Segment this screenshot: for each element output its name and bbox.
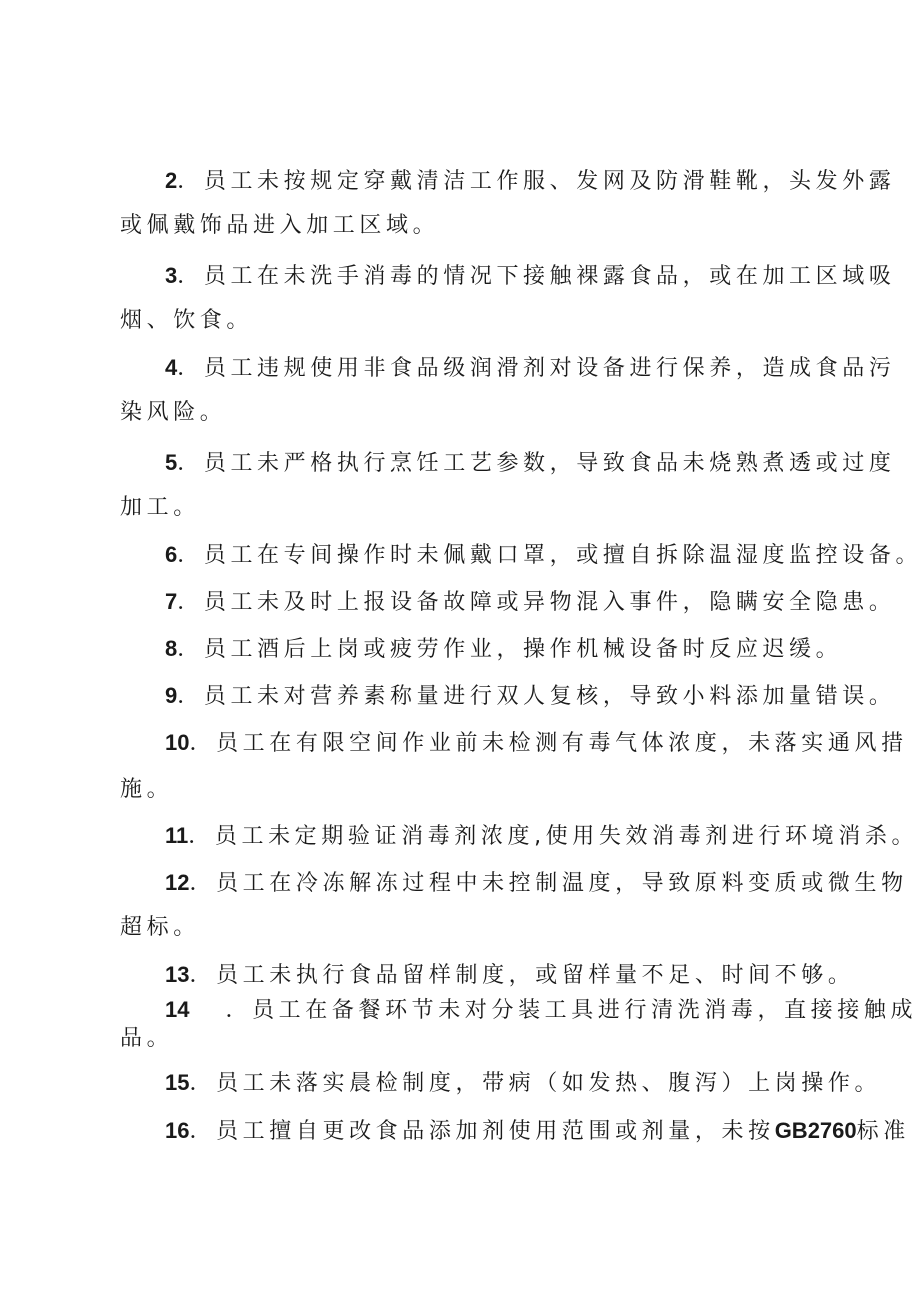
item-text: ．员工未定期验证消毒剂浓度,使用失效消毒剂进行环境消杀。 [188,824,919,849]
item-text: ．员工未按规定穿戴清洁工作服、发网及防滑鞋靴，头发外露 [177,169,896,194]
item-text: ．员工在备餐环节未对分装工具进行清洗消毒，直接接触成 [225,998,918,1023]
item-text: ．员工在专间操作时未佩戴口罩，或擅自拆除温湿度监控设备。 [177,543,922,568]
item-3-line-2 [120,306,830,336]
item-text: ．员工在有限空间作业前未检测有毒气体浓度，未落实通风措 [189,731,908,756]
item-5-line-1 [165,448,896,479]
item-text: ．员工在冷冻解冻过程中未控制温度，导致原料变质或微生物 [189,871,908,896]
item-7-line-1 [165,587,896,618]
item-text: ．员工未对营养素称量进行双人复核，导致小料添加量错误。 [177,684,896,709]
item-number: 10 [165,730,190,755]
item-15-line-1 [165,1068,882,1099]
item-8-line-1 [165,634,843,665]
item-text: ．员工未落实晨检制度，带病（如发热、腹泻）上岗操作。 [189,1071,882,1096]
item-13-line-1 [165,960,855,991]
item-text: ．员工违规使用非食品级润滑剂对设备进行保养，造成食品污 [177,356,896,381]
item-number: 3 [165,263,178,288]
item-number: 8 [165,636,178,661]
item-text: ．员工未执行食品留样制度，或留样量不足、时间不够。 [189,963,855,988]
item-text: ．员工在未洗手消毒的情况下接触裸露食品，或在加工区域吸 [177,264,896,289]
item-9-line-1 [165,681,896,712]
item-text: 标准 [856,1119,910,1144]
item-number: 13 [165,962,190,987]
item-number: 15 [165,1070,190,1095]
item-text: 品。 [120,1026,174,1051]
item-text: ．员工擅自更改食品添加剂使用范围或剂量，未按 [189,1119,775,1144]
item-text: 或佩戴饰品进入加工区域。 [120,213,440,238]
item-4-line-1 [165,353,896,384]
item-number: 5 [165,450,178,475]
item-text: ．员工酒后上岗或疲劳作业，操作机械设备时反应迟缓。 [177,637,843,662]
item-text: 施。 [120,777,174,802]
item-2-line-1 [165,166,896,197]
item-11-line-1 [165,821,919,852]
item-10-line-1 [165,728,908,759]
item-text: 加工。 [120,495,200,520]
item-text: 超标。 [120,915,200,940]
item-5-line-2 [120,493,830,523]
item-text: ．员工未严格执行烹饪工艺参数，导致食品未烧熟煮透或过度 [177,451,896,476]
item-number: 11 [165,823,189,848]
item-12-line-1 [165,868,908,899]
item-number: 2 [165,168,178,193]
item-text: 染风险。 [120,400,227,425]
standard-code: GB2760 [774,1118,857,1143]
item-16-line-1 [165,1116,910,1147]
item-6-line-1 [165,540,922,571]
item-number: 4 [165,355,178,380]
item-number: 14 [165,997,190,1022]
item-number: 9 [165,683,178,708]
item-text: 烟、饮食。 [120,308,254,333]
item-2-line-2 [120,211,830,241]
item-number: 12 [165,870,190,895]
item-4-line-2 [120,398,830,428]
item-3-line-1 [165,261,896,292]
item-number: 7 [165,589,178,614]
item-12-line-2 [120,913,830,943]
item-10-line-2 [120,775,830,805]
item-text: ．员工未及时上报设备故障或异物混入事件，隐瞒安全隐患。 [177,590,896,615]
item-14-line-1 [165,995,918,1026]
item-number: 6 [165,542,178,567]
item-14-line-2 [120,1024,830,1054]
item-number: 16 [165,1118,190,1143]
